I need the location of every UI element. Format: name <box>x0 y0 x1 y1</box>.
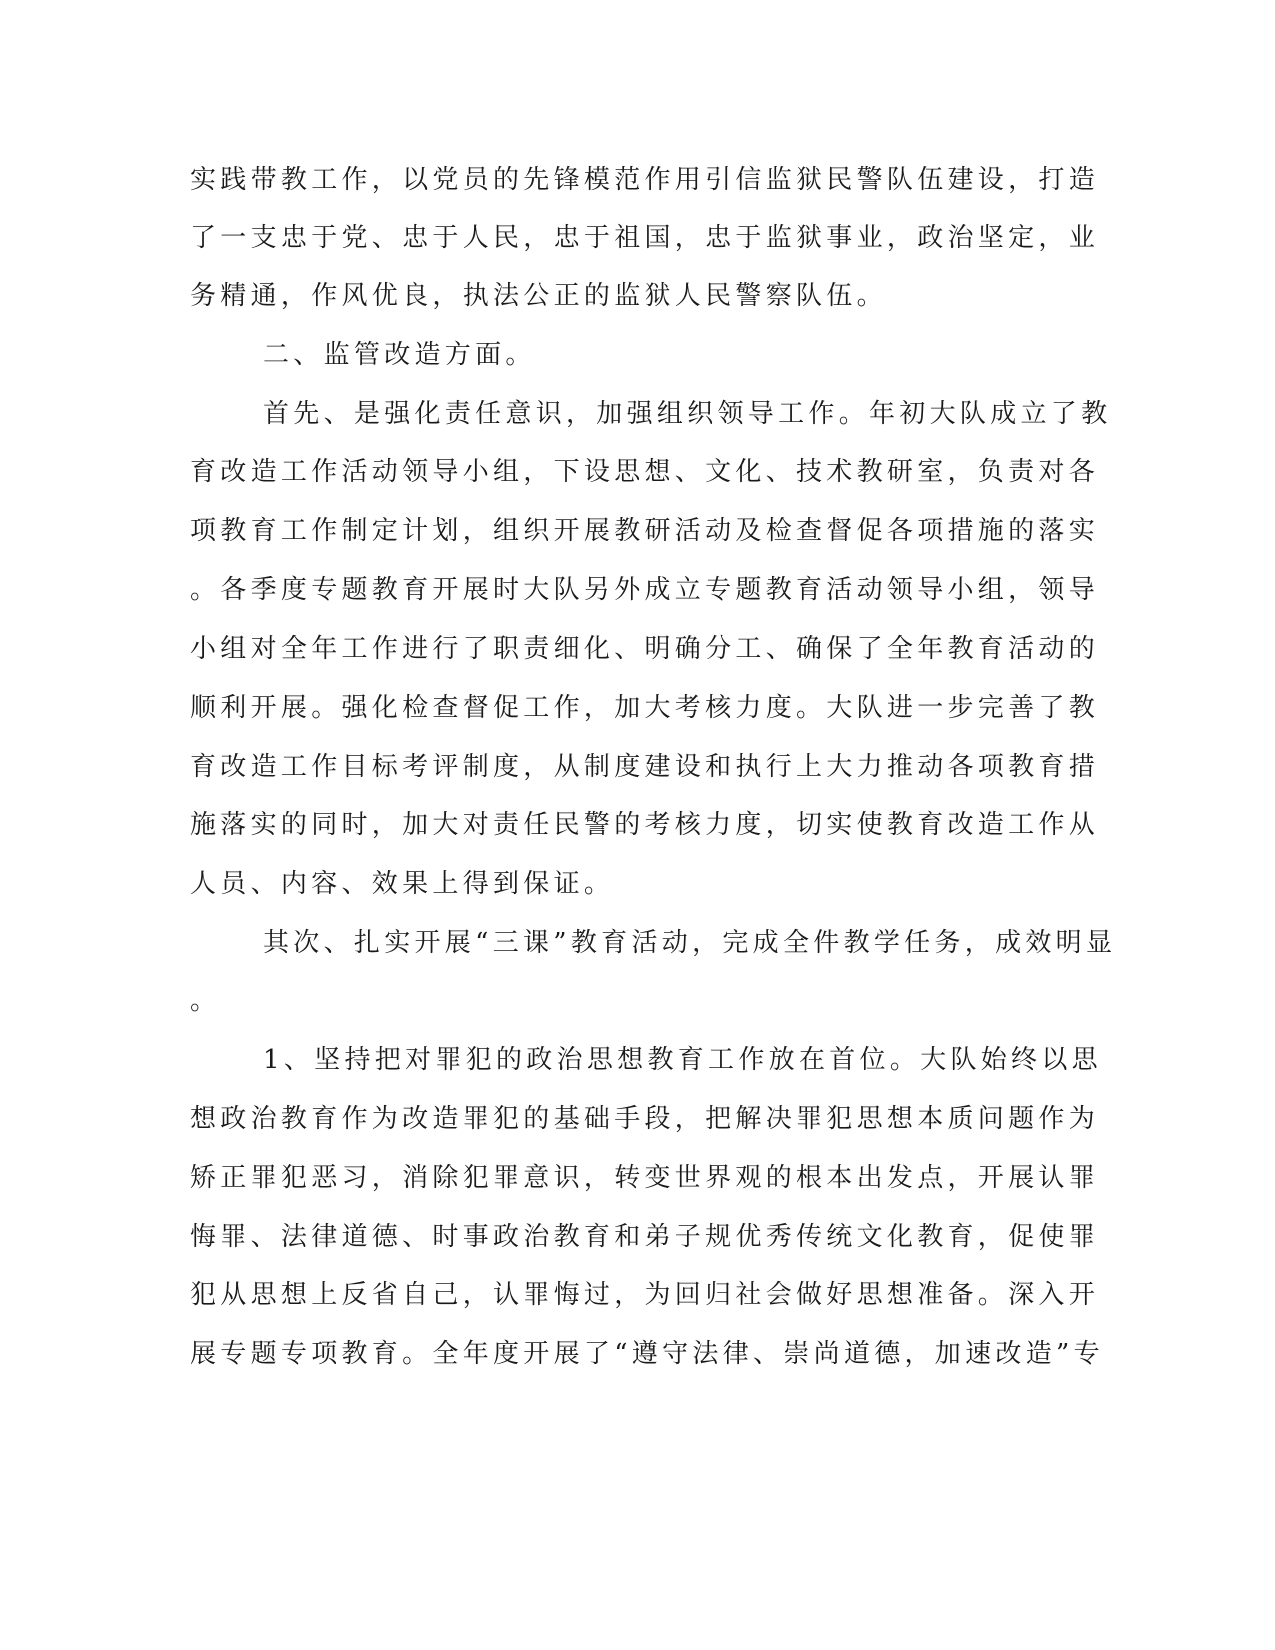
text-line-20: 犯从思想上反省自己，认罪悔过，为回归社会做好思想准备。深入开 <box>190 1280 1100 1310</box>
text-line-16: 1、坚持把对罪犯的政治思想教育工作放在首位。大队始终以思 <box>263 1045 1102 1075</box>
text-line-15: 。 <box>190 986 221 1016</box>
text-line-14: 其次、扎实开展“三课”教育活动，完成全件教学任务，成效明显 <box>263 928 1117 958</box>
text-line-9: 小组对全年工作进行了职责细化、明确分工、确保了全年教育活动的 <box>190 634 1100 664</box>
text-line-3: 务精通，作风优良，执法公正的监狱人民警察队伍。 <box>190 281 887 311</box>
text-line-13: 人员、内容、效果上得到保证。 <box>190 869 615 899</box>
text-line-12: 施落实的同时，加大对责任民警的考核力度，切实使教育改造工作从 <box>190 810 1100 840</box>
text-line-6: 育改造工作活动领导小组，下设思想、文化、技术教研室，负责对各 <box>190 457 1100 487</box>
section-heading: 二、监管改造方面。 <box>263 340 536 370</box>
text-line-11: 育改造工作目标考评制度，从制度建设和执行上大力推动各项教育措 <box>190 752 1100 782</box>
text-line-19: 悔罪、法律道德、时事政治教育和弟子规优秀传统文化教育，促使罪 <box>190 1222 1100 1252</box>
text-line-17: 想政治教育作为改造罪犯的基础手段，把解决罪犯思想本质问题作为 <box>190 1104 1100 1134</box>
text-line-2: 了一支忠于党、忠于人民，忠于祖国，忠于监狱事业，政治坚定，业 <box>190 223 1100 253</box>
text-line-5: 首先、是强化责任意识，加强组织领导工作。年初大队成立了教 <box>263 399 1112 429</box>
text-line-21: 展专题专项教育。全年度开展了“遵守法律、崇尚道德，加速改造”专 <box>190 1339 1104 1369</box>
text-line-18: 矫正罪犯恶习，消除犯罪意识，转变世界观的根本出发点，开展认罪 <box>190 1163 1100 1193</box>
text-line-7: 项教育工作制定计划，组织开展教研活动及检查督促各项措施的落实 <box>190 516 1100 546</box>
text-line-8: 。各季度专题教育开展时大队另外成立专题教育活动领导小组，领导 <box>190 575 1100 605</box>
text-line-1: 实践带教工作，以党员的先锋模范作用引信监狱民警队伍建设，打造 <box>190 165 1100 195</box>
text-line-10: 顺利开展。强化检查督促工作，加大考核力度。大队进一步完善了教 <box>190 693 1100 723</box>
